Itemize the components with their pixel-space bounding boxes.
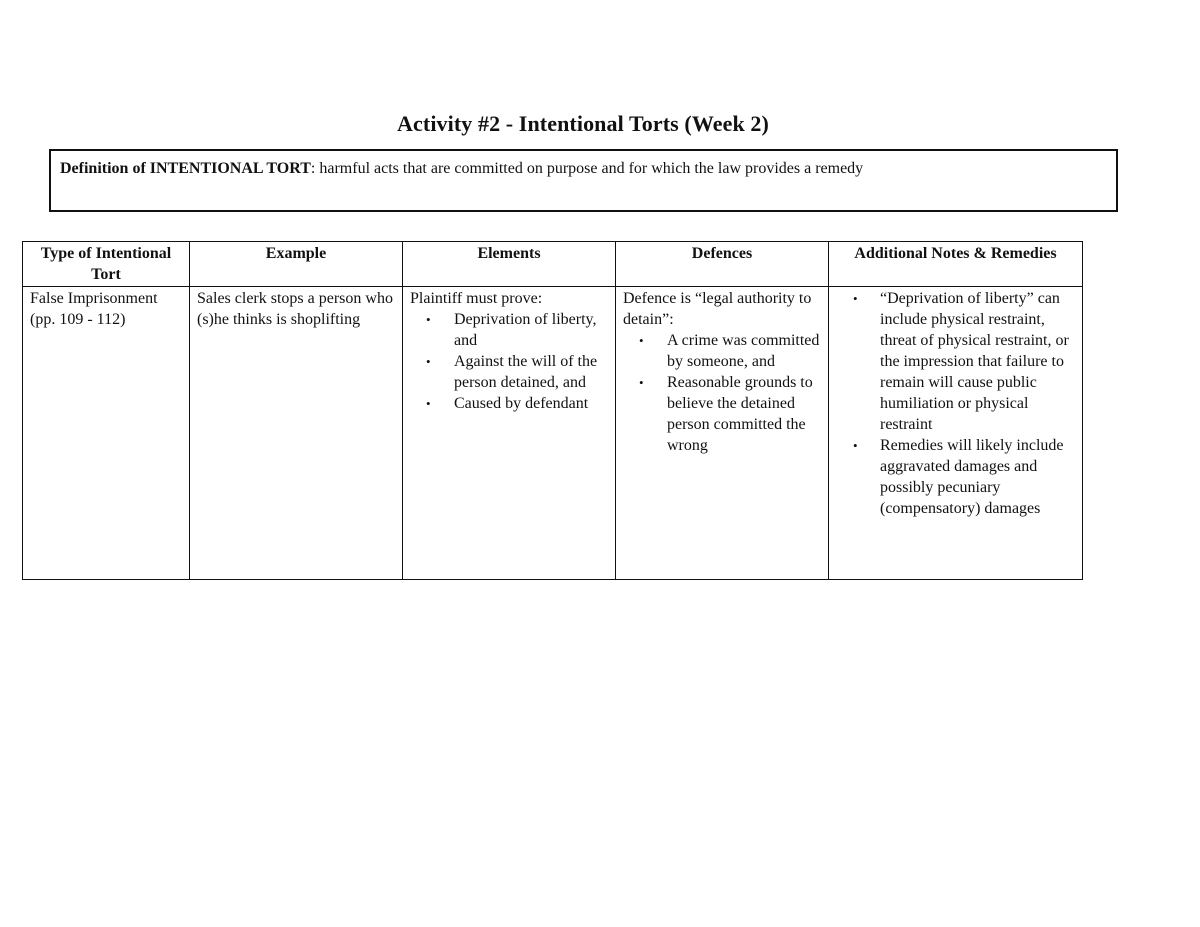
header-elements: Elements [403, 242, 616, 287]
elements-list [410, 309, 608, 414]
definition-term: Definition of INTENTIONAL TORT [60, 160, 311, 177]
bullet-icon: • [853, 438, 858, 453]
header-example: Example [190, 242, 403, 287]
notes-list [836, 288, 1075, 519]
cell-example: Sales clerk stops a person who (s)he thinks is shoplifting [190, 287, 403, 580]
bullet-icon: • [426, 312, 431, 327]
cell-notes [829, 287, 1083, 580]
cell-elements [403, 287, 616, 580]
list-item: • Caused by defendant [426, 395, 589, 412]
header-defences: Defences [616, 242, 829, 287]
bullet-icon: • [853, 291, 858, 306]
page-title: Activity #2 - Intentional Torts (Week 2) [397, 111, 769, 136]
definition-box [49, 149, 1118, 212]
torts-table [22, 241, 1083, 580]
cell-type: False Imprisonment (pp. 109 - 112) [23, 287, 190, 580]
bullet-icon: • [639, 333, 644, 348]
list-item: • Against the will of the person detained, and [426, 353, 598, 391]
list-item: • Deprivation of liberty, and [426, 311, 597, 349]
list-item: • Remedies will likely include aggravated damages and possibly pecuniary (compensatory) damages [853, 437, 1064, 517]
list-item: • A crime was committed by someone, and [639, 332, 820, 370]
table-row [23, 287, 1083, 580]
elements-intro: Plaintiff must prove: [410, 290, 543, 307]
header-notes: Additional Notes & Remedies [829, 242, 1083, 287]
bullet-icon: • [639, 375, 644, 390]
cell-defences [616, 287, 829, 580]
definition-body: harmful acts that are committed on purpose and for which the law provides a remedy [319, 160, 864, 177]
list-item: • “Deprivation of liberty” can include physical restraint, threat of physical restraint, or the impression that failure to remain will cause public humiliation or physical restraint [853, 290, 1069, 433]
table-header-row [23, 242, 1083, 287]
bullet-icon: • [426, 354, 431, 369]
bullet-icon: • [426, 396, 431, 411]
defences-intro: Defence is “legal authority to detain”: [623, 290, 812, 328]
header-type: Type of Intentional Tort [23, 242, 190, 287]
defences-list [623, 330, 821, 456]
definition-separator: : [310, 160, 320, 177]
list-item: • Reasonable grounds to believe the detained person committed the wrong [639, 374, 813, 454]
definition-text [60, 158, 930, 179]
